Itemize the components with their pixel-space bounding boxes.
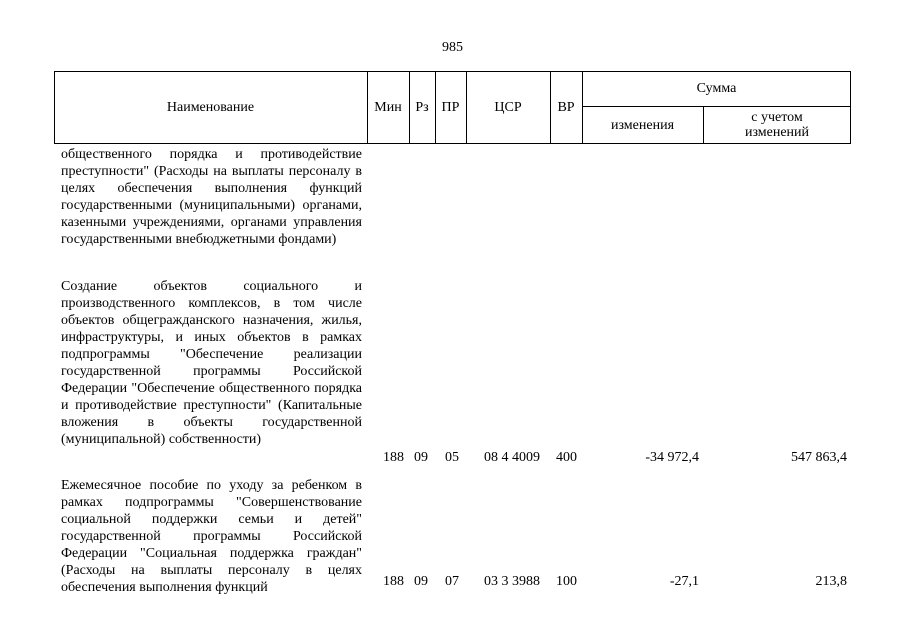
row-change: -27,1 [669, 574, 699, 589]
header-csr: ЦСР [494, 100, 522, 115]
row-name: Ежемесячное пособие по уходу за ребенком в рамках подпрограммы "Совершенствование социальной поддержки семьи и детей" государственной программы Российской Федерации "Социальная поддержка граждан" (Расходы на выплаты персоналу в целях обеспечения выполнения функций [61, 478, 362, 595]
row-pr: 07 [445, 574, 459, 589]
page-number: 985 [442, 40, 463, 55]
header-pr: ПР [441, 100, 460, 115]
header-change: изменения [610, 117, 675, 133]
row-vr: 100 [556, 574, 577, 589]
row-name: общественного порядка и противодействие преступности" (Расходы на выплаты персоналу в целях обеспечения выполнения функций государственными (муниципальными) органами, казенными учреждениями, органами управления государственными внебюджетными фондами) [61, 147, 362, 247]
row-csr: 08 4 4009 [484, 450, 540, 465]
row-rz: 09 [414, 574, 428, 589]
header-vr: ВР [557, 100, 575, 115]
row-csr: 03 3 3988 [484, 574, 540, 589]
row-total: 547 863,4 [791, 450, 847, 465]
row-change: -34 972,4 [645, 450, 699, 465]
header-rz: Рз [415, 100, 429, 115]
header-sum: Сумма [696, 81, 737, 96]
row-min: 188 [383, 450, 404, 465]
row-min: 188 [383, 574, 404, 589]
row-total: 213,8 [815, 574, 847, 589]
header-with-changes: с учетом изменений [744, 110, 810, 140]
header-name: Наименование [166, 100, 255, 115]
row-pr: 05 [445, 450, 459, 465]
header-min: Мин [374, 100, 402, 115]
row-rz: 09 [414, 450, 428, 465]
row-vr: 400 [556, 450, 577, 465]
row-name: Создание объектов социального и производственного комплексов, в том числе объектов общегражданского назначения, жилья, инфраструктуры, и иных объектов в рамках подпрограммы "Обеспечение реализации государственной программы Российской Федерации "Обеспечение общественного порядка и противодействие преступности" (Капитальные вложения в объекты государственной (муниципальной) собственности) [61, 279, 362, 447]
